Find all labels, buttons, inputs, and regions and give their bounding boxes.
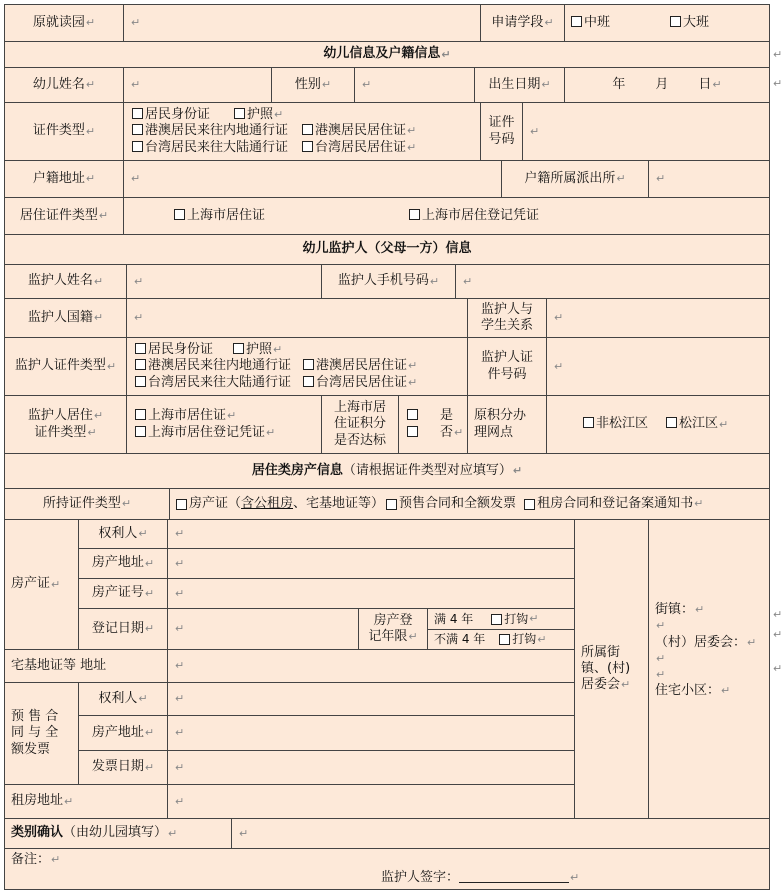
guardian-relation-field[interactable]: ↵ [546,298,770,338]
edge-mark: ↵ [773,628,782,641]
guardian-res-label: 监护人居住↵ 证件类型↵ [4,395,127,454]
guardian-section-header: 幼儿监护人（父母一方）信息 [4,234,770,265]
presale-owner-label: 权利人 ↵ [78,682,168,716]
orig-school-label: 原就读园 ↵ [4,4,124,42]
guardian-id-number-field[interactable]: ↵ [546,337,770,396]
score-options[interactable]: 是 否↵ [398,395,468,454]
property-cert-label: 房产证 ↵ [4,519,79,650]
res-permit-checkbox[interactable]: 上海市居住证 [174,208,265,224]
big-class-checkbox[interactable]: 大班 [670,15,709,31]
held-type-options[interactable]: 房产证（ 含公租房 、宅基地证等） 预售合同和全额发票 租房合同和登记备案通知书 ↵ [169,488,770,520]
child-section-header: 幼儿信息及户籍信息 ↵ [4,41,770,68]
cert-number-field[interactable]: ↵ [167,578,575,609]
signature-label: 监护人签字： [381,869,460,885]
rent-address-field[interactable]: ↵ [167,784,575,819]
owner-field[interactable]: ↵ [167,519,575,549]
res-type-options[interactable] [123,197,770,235]
guardian-nation-field[interactable]: ↵ [126,298,468,338]
reg-date-field[interactable]: ↵ [167,608,359,650]
child-id-number-field[interactable]: ↵ [522,102,770,161]
non-songjiang-checkbox[interactable]: 非松江区 [583,416,648,432]
birth-label: 出生日期 ↵ [474,67,565,103]
edge-mark: ↵ [773,662,782,675]
child-id-number-label: 证件 号码 [480,102,523,161]
presale-owner-field[interactable]: ↵ [167,682,575,716]
full-4-years-option[interactable]: 满 4 年 打钩 ↵ [427,608,575,630]
street-committee-field[interactable]: 街镇：↵ ↵ （村）居委会：↵ ↵ ↵ 住宅小区：↵ [648,519,770,819]
street-committee-label: 所属街 镇、(村) 居委会↵ [574,519,649,819]
guardian-id-type-label: 监护人证件类型 ↵ [4,337,127,396]
presale-address-label: 房产地址 ↵ [78,715,168,751]
homestead-address-field[interactable]: ↵ [167,649,575,683]
hukou-police-label: 户籍所属派出所 ↵ [501,160,649,198]
hukou-police-field[interactable]: ↵ [648,160,770,198]
apply-stage-options[interactable] [564,4,770,42]
orig-school-field[interactable]: ↵ [123,4,481,42]
remarks-label: 备注： [11,852,51,867]
mid-class-checkbox[interactable]: 中班 [571,15,610,31]
edge-mark: ↵ [773,608,782,621]
edge-mark: ↵ [773,77,782,90]
cert-number-label: 房产证号 ↵ [78,578,168,609]
rent-address-label: 租房地址 ↵ [4,784,168,819]
id-type-options[interactable]: 居民身份证 护照↵ 港澳居民来往内地通行证 港澳居民居住证↵ 台湾居民来往大陆通行证 台湾居民居住证↵ [123,102,481,161]
remarks-area[interactable]: 备注：↵ 监护人签字： ↵ [4,848,770,890]
guardian-phone-field[interactable]: ↵ [455,264,770,299]
guardian-nation-label: 监护人国籍 ↵ [4,298,127,338]
invoice-date-field[interactable]: ↵ [167,750,575,785]
guardian-relation-label: 监护人与 学生关系 [467,298,547,338]
presale-address-field[interactable]: ↵ [167,715,575,751]
guardian-name-label: 监护人姓名 ↵ [4,264,127,299]
signature-line[interactable] [459,870,569,883]
edge-mark: ↵ [773,48,782,61]
id-type-label: 证件类型 ↵ [4,102,124,161]
res-register-checkbox[interactable]: 上海市居住登记凭证 [409,208,539,224]
reg-years-label: 房产登 记年限↵ [358,608,428,650]
district-options[interactable]: 非松江区 松江区 ↵ [546,395,770,454]
birth-field[interactable]: 年 月 日 ↵ [564,67,770,103]
homestead-address-label: 宅基地证等 地址 [4,649,168,683]
not-full-4-years-option[interactable]: 不满 4 年 打钩 ↵ [427,629,575,650]
property-address-label: 房产地址 ↵ [78,548,168,579]
category-confirm-label: 类别确认 （由幼儿园填写） ↵ [4,818,232,849]
owner-label: 权利人 ↵ [78,519,168,549]
child-name-field[interactable]: ↵ [123,67,272,103]
orig-score-office-label: 原积分办 理网点 [467,395,547,454]
guardian-id-type-options[interactable]: 居民身份证 护照↵ 港澳居民来往内地通行证 港澳居民居住证↵ 台湾居民来往大陆通行证 台湾居民居住证↵ [126,337,468,396]
held-type-label: 所持证件类型 ↵ [4,488,170,520]
presale-label: 预 售 合 同 与 全 额发票 [4,682,79,785]
property-section-header: 居住类房产信息 （请根据证件类型对应填写） ↵ [4,453,770,489]
reg-date-label: 登记日期 ↵ [78,608,168,650]
res-type-label: 居住证件类型 ↵ [4,197,124,235]
child-name-label: 幼儿姓名 ↵ [4,67,124,103]
invoice-date-label: 发票日期 ↵ [78,750,168,785]
guardian-phone-label: 监护人手机号码 ↵ [321,264,456,299]
guardian-id-number-label: 监护人证 件号码 [467,337,547,396]
category-confirm-field[interactable]: ↵ [231,818,770,849]
apply-stage-label: 申请学段 ↵ [480,4,565,42]
gender-field[interactable]: ↵ [354,67,475,103]
hukou-address-field[interactable]: ↵ [123,160,502,198]
gender-label: 性别 ↵ [271,67,355,103]
hukou-address-label: 户籍地址 ↵ [4,160,124,198]
songjiang-checkbox[interactable]: 松江区 [666,416,718,432]
guardian-res-options[interactable]: 上海市居住证↵ 上海市居住登记凭证↵ [126,395,322,454]
property-address-field[interactable]: ↵ [167,548,575,579]
score-label: 上海市居 住证积分 是否达标 [321,395,399,454]
guardian-name-field[interactable]: ↵ [126,264,322,299]
